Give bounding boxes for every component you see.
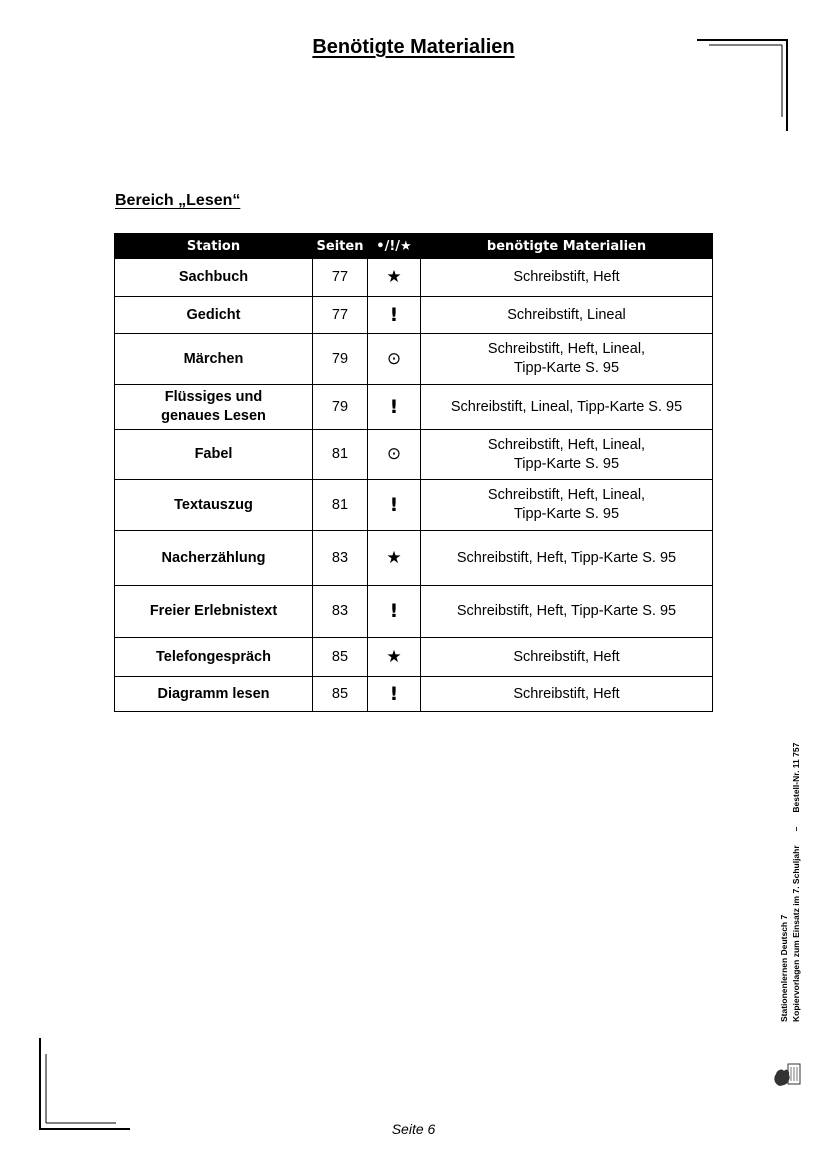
table-row [115, 531, 713, 586]
page-title: Benötigte Materialien [312, 36, 515, 58]
pages-cell: 81 [313, 430, 368, 480]
side-note-line1: Stationenlernen Deutsch 7 [779, 914, 789, 1022]
materials-cell: Schreibstift, Heft [421, 259, 713, 297]
publisher-logo-icon [772, 1062, 802, 1088]
materials-cell: Schreibstift, Lineal [421, 297, 713, 334]
side-note-line2-wrap [790, 702, 802, 1022]
materials-cell: Schreibstift, Heft, Tipp-Karte S. 95 [421, 586, 713, 638]
table-row [115, 334, 713, 385]
station-cell: Flüssiges und genaues Lesen [115, 385, 313, 430]
pages-cell: 83 [313, 531, 368, 586]
materials-cell: Schreibstift, Heft, Lineal, Tipp-Karte S. 95 [421, 334, 713, 385]
symbol-cell: ! [368, 480, 421, 531]
materials-cell: Schreibstift, Heft [421, 638, 713, 677]
station-cell: Sachbuch [115, 259, 313, 297]
table-row [115, 480, 713, 531]
table-row [115, 259, 713, 297]
materials-cell: Schreibstift, Lineal, Tipp-Karte S. 95 [421, 385, 713, 430]
table-row [115, 677, 713, 712]
station-cell: Freier Erlebnistext [115, 586, 313, 638]
symbol-cell: ★ [368, 259, 421, 297]
pages-cell: 81 [313, 480, 368, 531]
pages-cell: 85 [313, 677, 368, 712]
station-cell: Textauszug [115, 480, 313, 531]
symbol-cell: ! [368, 297, 421, 334]
materials-cell: Schreibstift, Heft [421, 677, 713, 712]
station-cell: Fabel [115, 430, 313, 480]
pages-cell: 77 [313, 259, 368, 297]
pages-cell: 77 [313, 297, 368, 334]
symbol-cell: ! [368, 385, 421, 430]
pages-cell: 85 [313, 638, 368, 677]
header-station: Station [115, 234, 313, 259]
section-title: Bereich „Lesen“ [115, 192, 241, 209]
header-materials: benötigte Materialien [421, 234, 713, 259]
station-cell: Telefongespräch [115, 638, 313, 677]
pages-cell: 83 [313, 586, 368, 638]
corner-bracket-icon [38, 1038, 132, 1132]
table-row [115, 430, 713, 480]
symbol-cell: ★ [368, 531, 421, 586]
page-number: Seite 6 [391, 1121, 436, 1137]
corner-bracket-icon [697, 39, 789, 131]
station-cell: Nacherzählung [115, 531, 313, 586]
table-row [115, 586, 713, 638]
station-cell: Märchen [115, 334, 313, 385]
pages-cell: 79 [313, 385, 368, 430]
symbol-cell: ! [368, 586, 421, 638]
side-note-order-number: Bestell-Nr. 11 757 [791, 742, 801, 813]
table-header-row [115, 234, 713, 259]
side-note-separator: – [791, 826, 801, 832]
materials-cell: Schreibstift, Heft, Lineal, Tipp-Karte S. 95 [421, 430, 713, 480]
symbol-cell: ⊙ [368, 334, 421, 385]
symbol-cell: ⊙ [368, 430, 421, 480]
station-cell: Gedicht [115, 297, 313, 334]
table-row [115, 297, 713, 334]
table-row [115, 385, 713, 430]
header-pages: Seiten [313, 234, 368, 259]
symbol-cell: ! [368, 677, 421, 712]
materials-table [114, 233, 713, 712]
materials-cell: Schreibstift, Heft, Tipp-Karte S. 95 [421, 531, 713, 586]
symbol-cell: ★ [368, 638, 421, 677]
header-symbol: •/!/★ [368, 234, 421, 259]
table-row [115, 638, 713, 677]
station-cell: Diagramm lesen [115, 677, 313, 712]
side-note-line2: Kopiervorlagen zum Einsatz im 7. Schuljahr [791, 845, 801, 1022]
side-note [778, 702, 802, 1022]
pages-cell: 79 [313, 334, 368, 385]
materials-cell: Schreibstift, Heft, Lineal, Tipp-Karte S. 95 [421, 480, 713, 531]
